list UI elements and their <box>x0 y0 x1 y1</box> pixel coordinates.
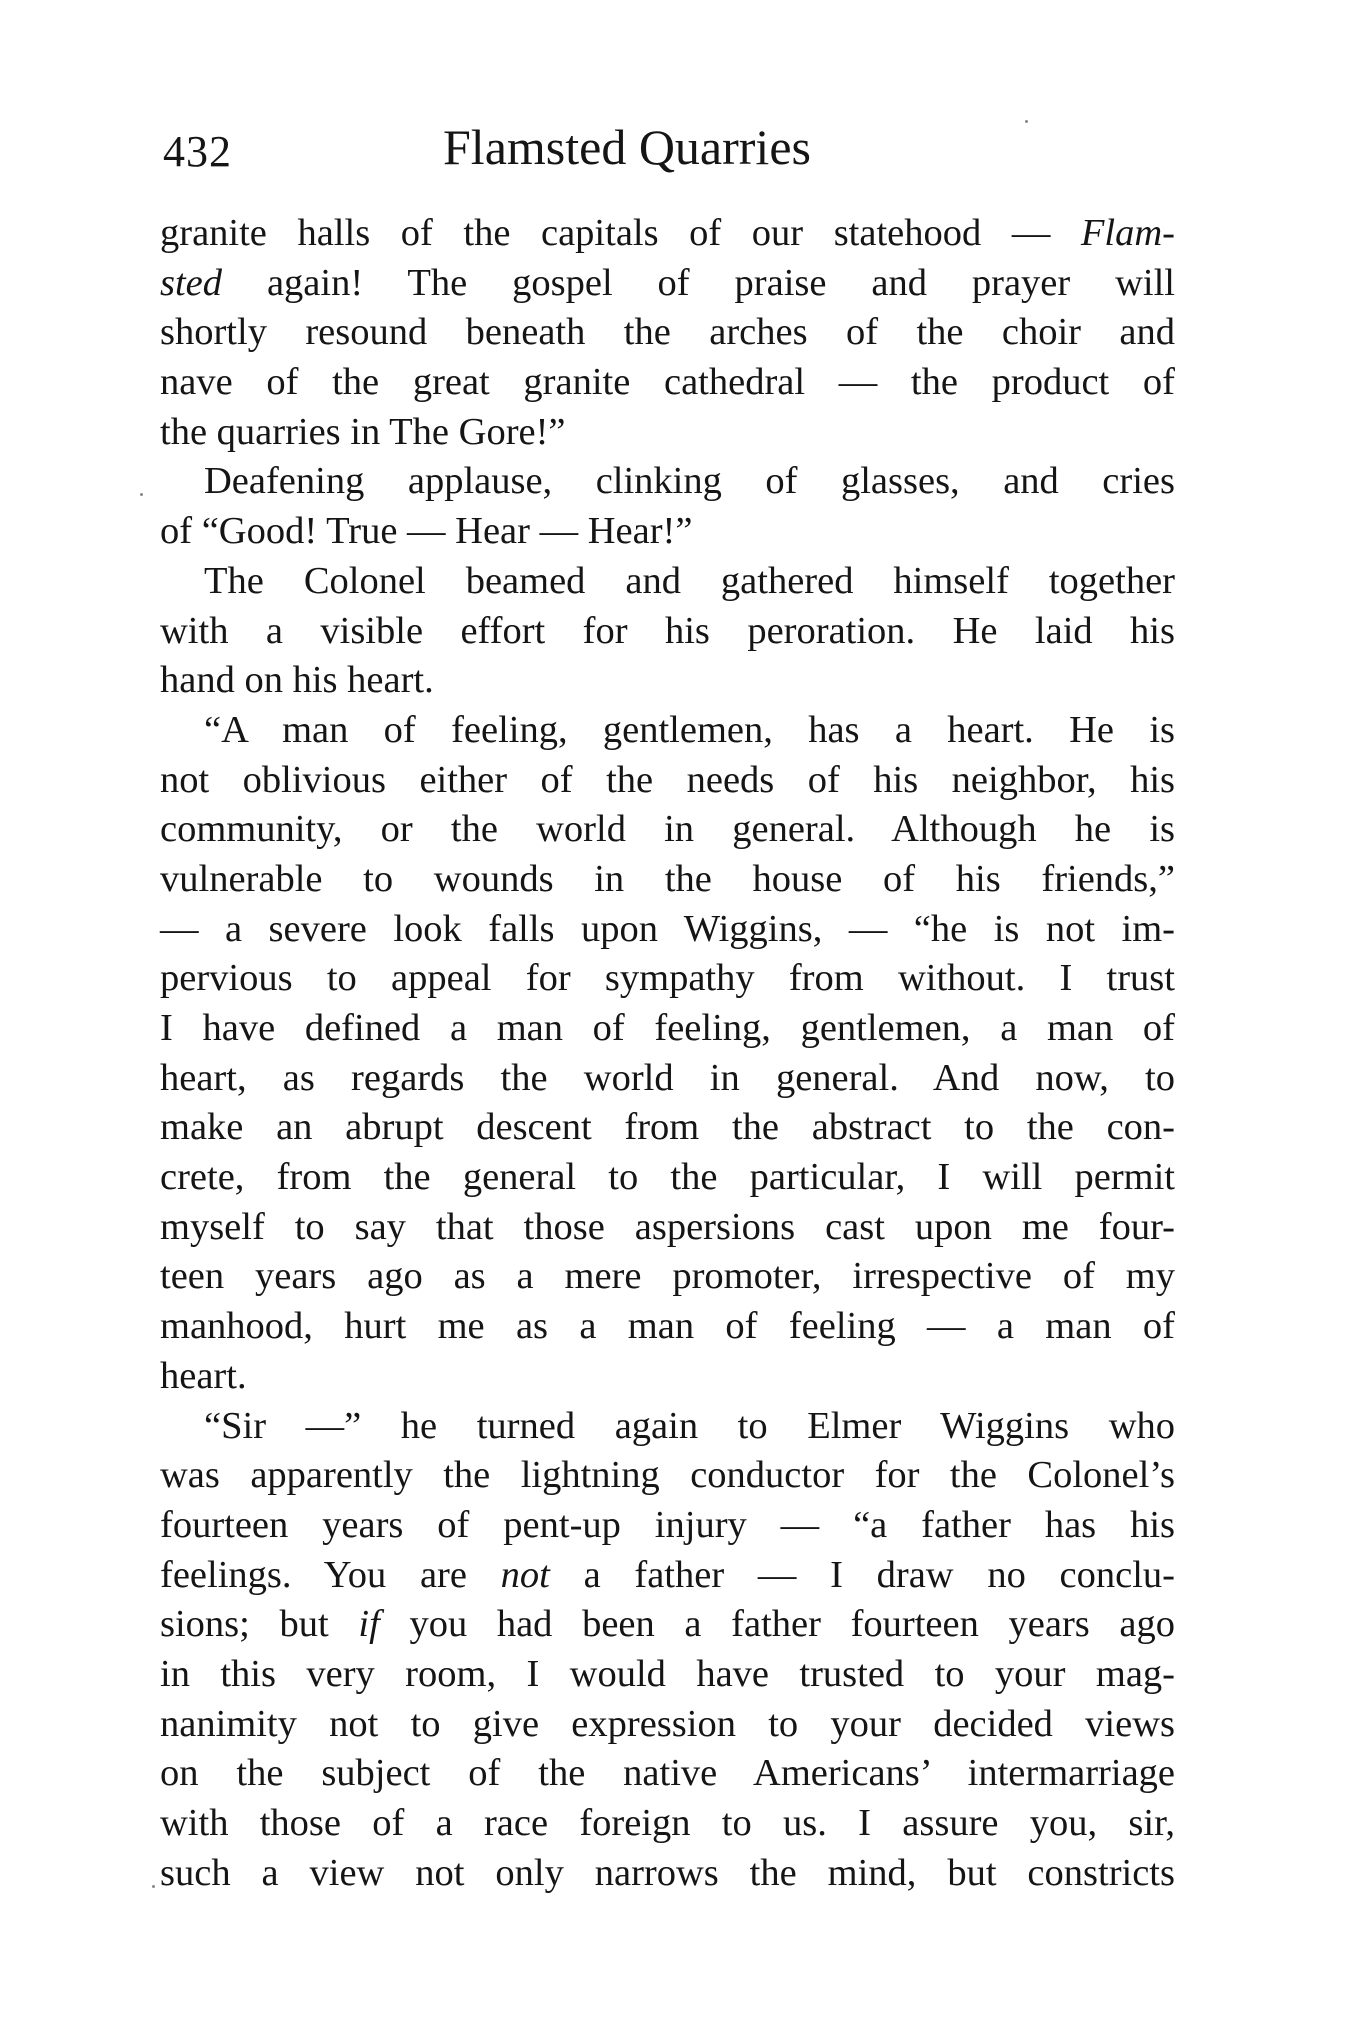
text-line: heart, as regards the world in general. And now, to <box>160 1056 1175 1099</box>
text-line: I have defined a man of feeling, gentlemen, a man of <box>160 1007 1175 1049</box>
text-line: manhood, hurt me as a man of feeling — a man of <box>160 1305 1175 1348</box>
text-line: “Sir —” he turned again to Elmer Wiggins who <box>204 1404 1175 1447</box>
text-line: the quarries in The Gore!” <box>160 410 566 453</box>
text-line: sions; but if you had been a father fourteen years ago <box>160 1603 1175 1646</box>
text-line: sted again! The gospel of praise and prayer will <box>160 261 1175 304</box>
text-line: make an abrupt descent from the abstract to the con- <box>160 1106 1175 1149</box>
text-line: heart. <box>160 1354 247 1397</box>
text-line: nave of the great granite cathedral — the product of <box>160 361 1175 404</box>
text-line: on the subject of the native Americans’ intermarriage <box>160 1752 1175 1795</box>
print-speck <box>152 1885 155 1888</box>
text-line: vulnerable to wounds in the house of his friends,” <box>160 857 1175 900</box>
text-line: — a severe look falls upon Wiggins, — “he is not im- <box>160 907 1175 950</box>
text-line: of “Good! True — Hear — Hear!” <box>160 510 693 553</box>
text-line: with those of a race foreign to us. I assure you, sir, <box>160 1802 1175 1844</box>
text-line: myself to say that those aspersions cast upon me four- <box>160 1205 1175 1248</box>
page-number: 432 <box>163 127 232 176</box>
text-line: was apparently the lightning conductor for the Colonel’s <box>160 1454 1175 1497</box>
text-line: hand on his heart. <box>160 659 434 702</box>
text-line: granite halls of the capitals of our statehood — Flam- <box>160 212 1175 254</box>
text-line: feelings. You are not a father — I draw no conclu- <box>160 1553 1175 1596</box>
text-line: in this very room, I would have trusted to your mag- <box>160 1652 1175 1695</box>
text-line: The Colonel beamed and gathered himself together <box>204 559 1175 602</box>
text-line: fourteen years of pent-up injury — “a father has his <box>160 1503 1175 1546</box>
body-text <box>160 209 1175 1898</box>
text-line: not oblivious either of the needs of his neighbor, his <box>160 758 1175 801</box>
text-line: community, or the world in general. Although he is <box>160 808 1175 851</box>
text-line: pervious to appeal for sympathy from without. I trust <box>160 957 1175 1000</box>
page-header <box>163 118 1173 188</box>
print-speck <box>1025 120 1028 123</box>
print-speck <box>140 493 143 496</box>
text-line: with a visible effort for his peroration. He laid his <box>160 609 1175 652</box>
text-line: such a view not only narrows the mind, but constricts <box>160 1851 1175 1894</box>
text-line: shortly resound beneath the arches of the choir and <box>160 311 1175 354</box>
text-line: Deafening applause, clinking of glasses, and cries <box>204 460 1175 503</box>
text-line: nanimity not to give expression to your decided views <box>160 1702 1175 1745</box>
text-line: teen years ago as a mere promoter, irrespective of my <box>160 1255 1175 1298</box>
running-title: Flamsted Quarries <box>443 119 811 175</box>
text-line: “A man of feeling, gentlemen, has a heart. He is <box>204 708 1175 751</box>
text-line: crete, from the general to the particular, I will permit <box>160 1156 1175 1199</box>
